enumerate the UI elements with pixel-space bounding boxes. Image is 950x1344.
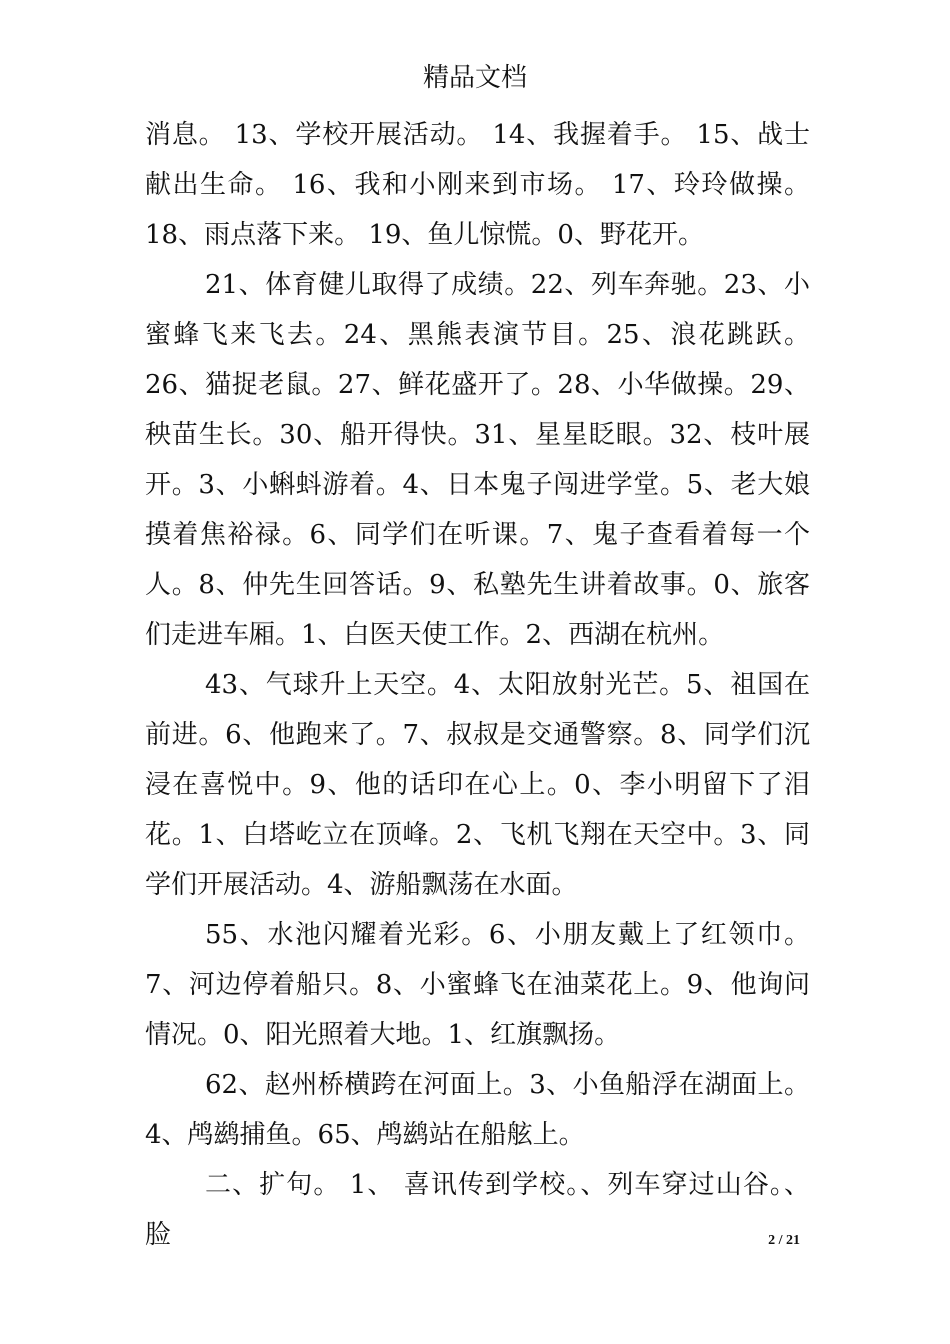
- paragraph-5: 62、赵州桥横跨在河面上。3、小鱼船浮在湖面上。4、鸬鹚捕鱼。65、鸬鹚站在船舷上。: [145, 1070, 810, 1150]
- header-title: 精品文档: [422, 63, 527, 93]
- page-number: 2 / 21: [768, 1233, 800, 1248]
- paragraph-3: 43、气球升上天空。4、太阳放射光芒。5、祖国在前进。6、他跑来了。7、叔叔是交通警察。8、同学们沉浸在喜悦中。9、他的话印在心上。0、李小明留下了泪花。1、白塔屹立在顶峰。2、飞机飞翔在天空中。3、同学们开展活动。4、游船飘荡在水面。: [145, 670, 810, 900]
- paragraph-1: 消息。 13、学校开展活动。 14、我握着手。 15、战士献出生命。 16、我和小刚来到市场。 17、玲玲做操。 18、雨点落下来。 19、鱼儿惊慌。0、野花开。: [145, 120, 810, 250]
- paragraph-4: 55、水池闪耀着光彩。6、小朋友戴上了红领巾。7、河边停着船只。8、小蜜蜂飞在油菜花上。9、他询问情况。0、阳光照着大地。1、红旗飘扬。: [145, 920, 810, 1050]
- document-body: [145, 110, 810, 1260]
- paragraph-2: 21、体育健儿取得了成绩。22、列车奔驰。23、小蜜蜂飞来飞去。24、黑熊表演节目。25、浪花跳跃。26、猫捉老鼠。27、鲜花盛开了。28、小华做操。29、秧苗生长。30、船开得快。31、星星眨眼。32、枝叶展开。3、小蝌蚪游着。4、日本鬼子闯进学堂。5、老大娘摸着焦裕禄。6、同学们在听课。7、鬼子查看着每一个人。8、仲先生回答话。9、私塾先生讲着故事。0、旅客们走进车厢。1、白医天使工作。2、西湖在杭州。: [145, 270, 810, 650]
- page-header: [0, 58, 950, 98]
- paragraph-6: 二、扩句。 1、 喜讯传到学校。、列车穿过山谷。、脸: [145, 1170, 810, 1250]
